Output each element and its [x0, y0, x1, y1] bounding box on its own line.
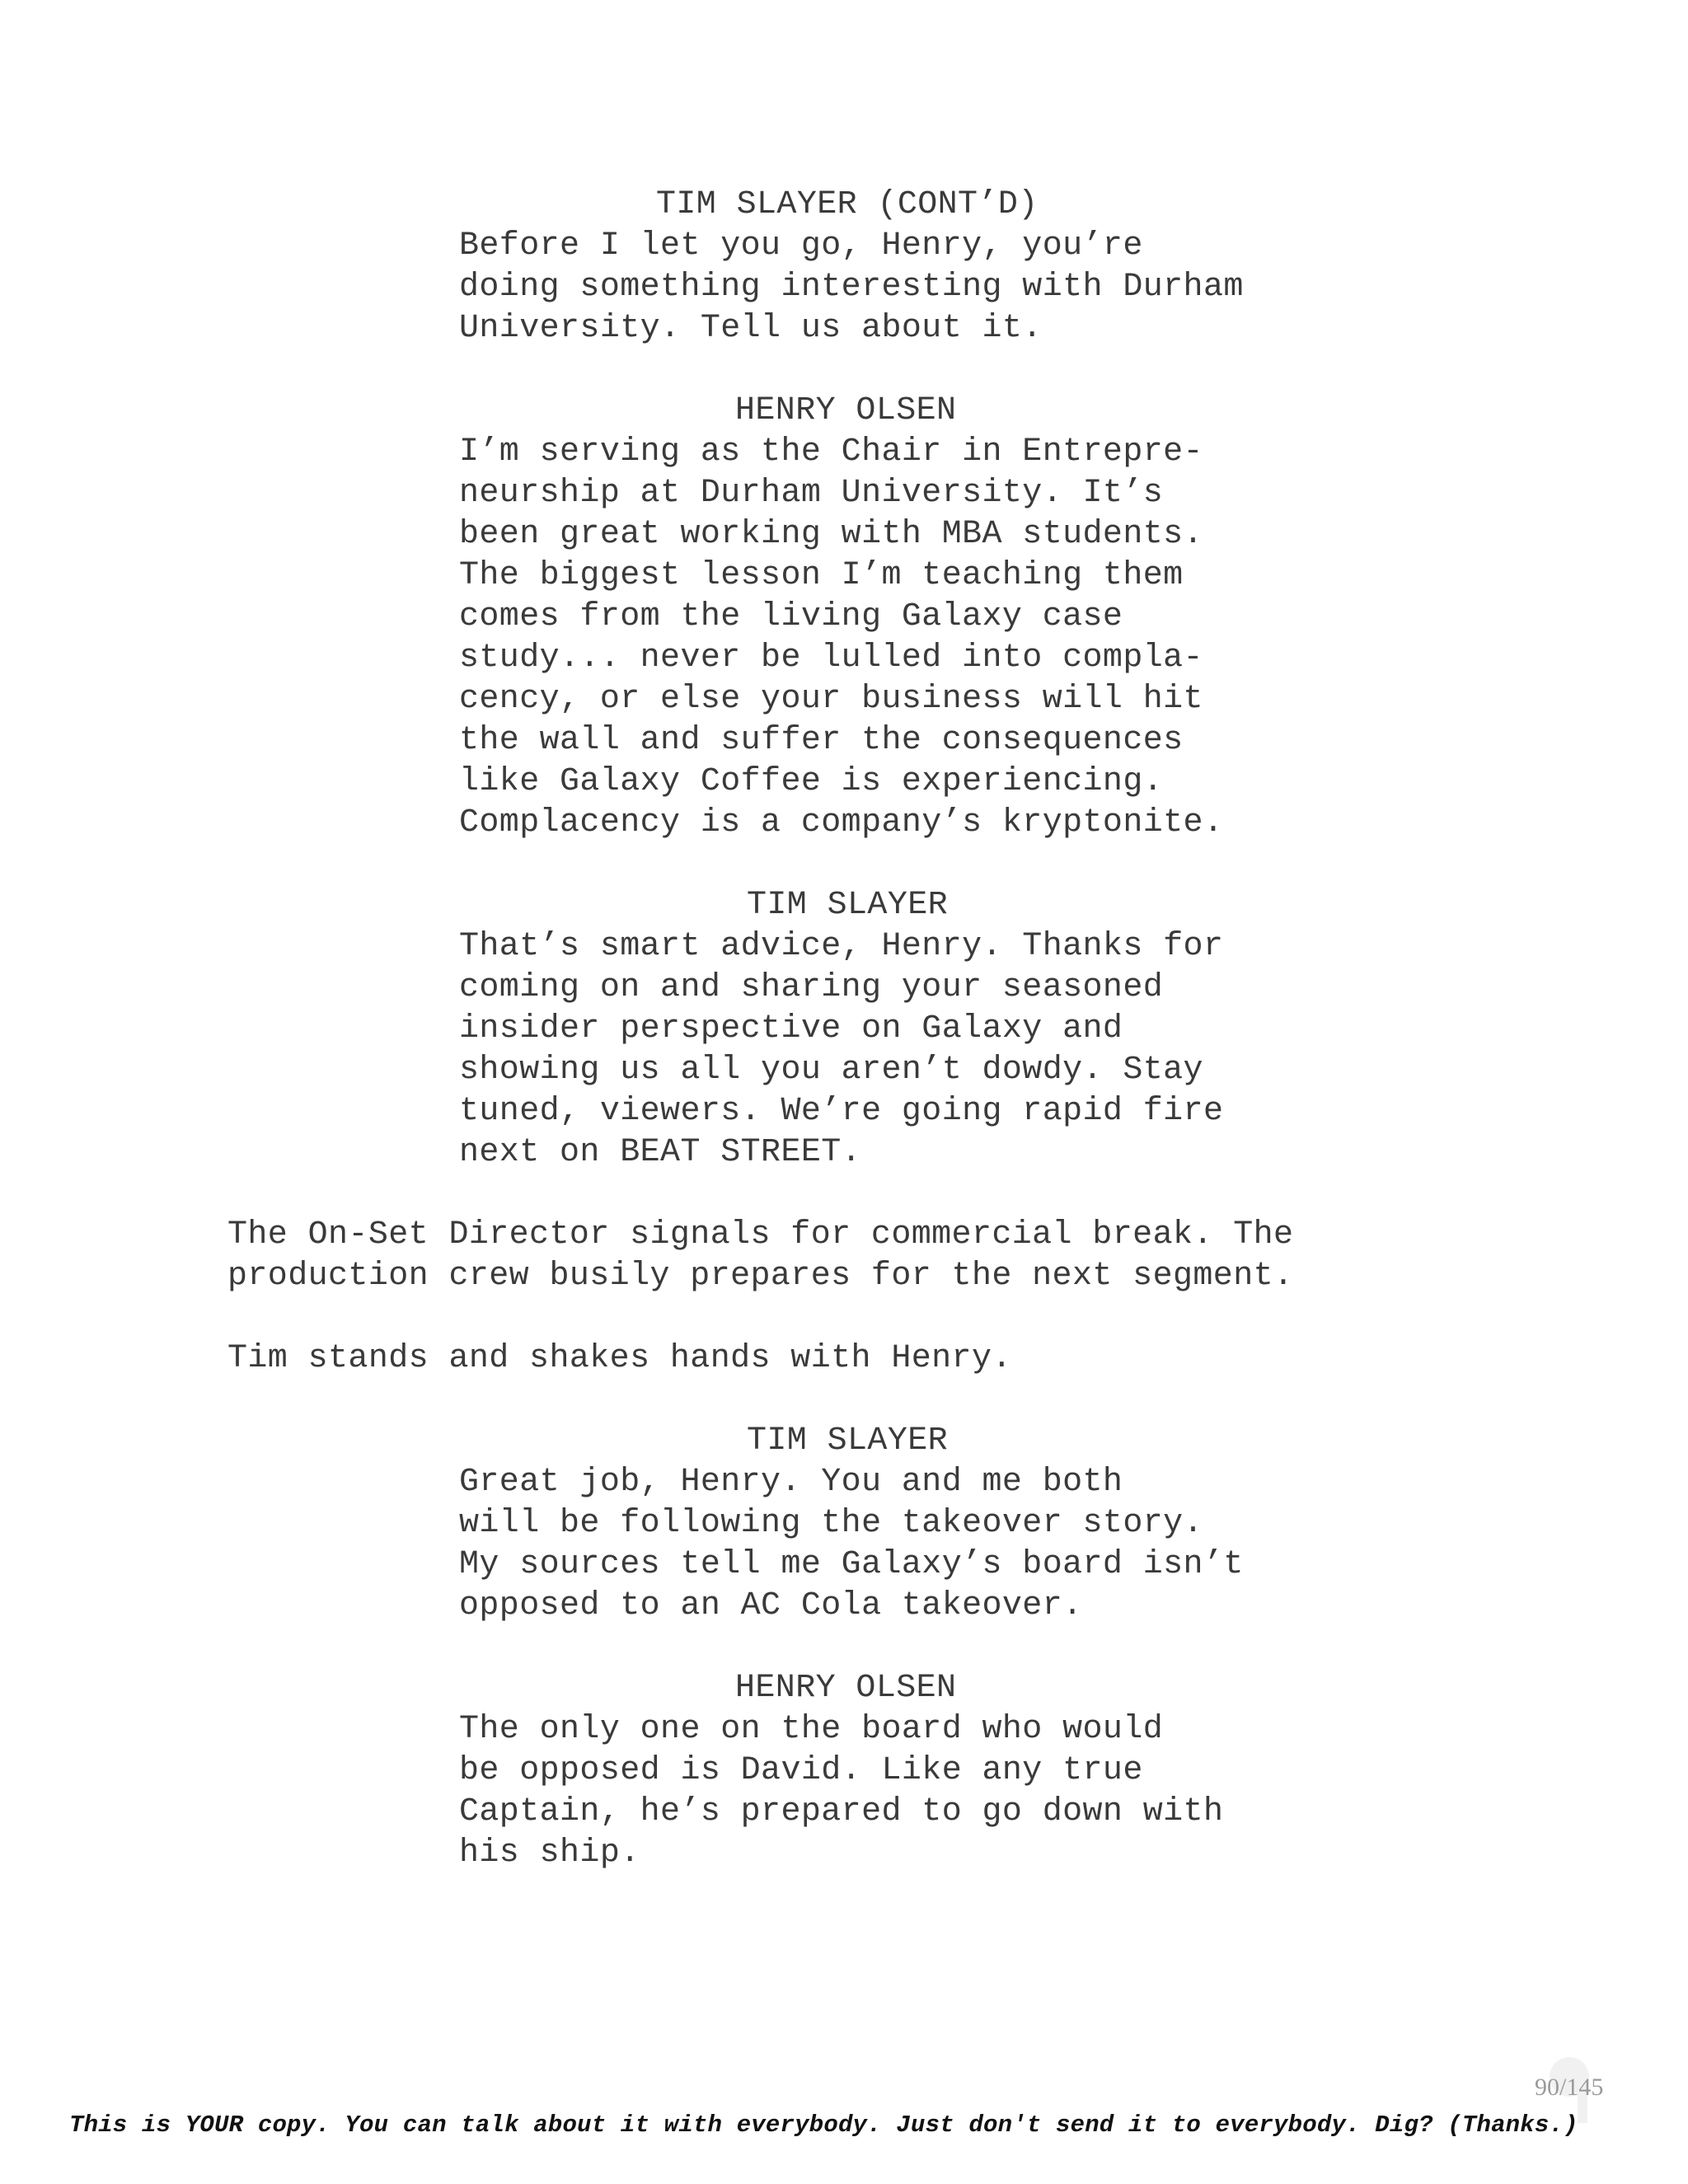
- character-name: TIM SLAYER: [747, 887, 949, 924]
- dialogue-line: will be following the takeover story.: [459, 1505, 1203, 1542]
- dialogue-line: University. Tell us about it.: [459, 310, 1043, 347]
- dialogue-line: coming on and sharing your seasoned: [459, 969, 1164, 1006]
- dialogue-line: Great job, Henry. You and me both: [459, 1464, 1123, 1501]
- dialogue-line: doing something interesting with Durham: [459, 269, 1244, 306]
- character-name: HENRY OLSEN: [735, 392, 957, 429]
- dialogue-line: Complacency is a company’s kryptonite.: [459, 804, 1224, 841]
- action-line: Tim stands and shakes hands with Henry.: [227, 1340, 1012, 1377]
- character-name: TIM SLAYER: [747, 1422, 949, 1460]
- dialogue-line: That’s smart advice, Henry. Thanks for: [459, 928, 1224, 965]
- footer-notice: This is YOUR copy. You can talk about it with everybody. Just don't send it to everybody. Dig? (Thanks.): [69, 2111, 1578, 2139]
- action-line: production crew busily prepares for the next segment.: [227, 1258, 1294, 1295]
- dialogue-line: The only one on the board who would: [459, 1711, 1164, 1748]
- dialogue-line: Captain, he’s prepared to go down with: [459, 1793, 1224, 1830]
- dialogue-line: I’m serving as the Chair in Entrepre-: [459, 434, 1203, 471]
- dialogue-line: the wall and suffer the consequences: [459, 722, 1184, 759]
- dialogue-line: next on BEAT STREET.: [459, 1134, 862, 1171]
- dialogue-line: cency, or else your business will hit: [459, 681, 1203, 718]
- dialogue-line: neurship at Durham University. It’s: [459, 475, 1164, 512]
- dialogue-line: study... never be lulled into compla-: [459, 640, 1203, 677]
- page-number: 90/145: [1535, 2074, 1604, 2101]
- dialogue-line: tuned, viewers. We’re going rapid fire: [459, 1093, 1224, 1130]
- dialogue-line: his ship.: [459, 1835, 640, 1872]
- dialogue-line: The biggest lesson I’m teaching them: [459, 557, 1184, 594]
- dialogue-line: opposed to an AC Cola takeover.: [459, 1587, 1083, 1624]
- dialogue-line: like Galaxy Coffee is experiencing.: [459, 763, 1164, 800]
- dialogue-line: My sources tell me Galaxy’s board isn’t: [459, 1546, 1244, 1583]
- character-name: HENRY OLSEN: [735, 1670, 957, 1707]
- dialogue-line: be opposed is David. Like any true: [459, 1752, 1143, 1789]
- dialogue-line: showing us all you aren’t dowdy. Stay: [459, 1052, 1203, 1089]
- action-line: The On-Set Director signals for commercial break. The: [227, 1216, 1294, 1254]
- dialogue-line: Before I let you go, Henry, you’re: [459, 227, 1143, 265]
- dialogue-line: been great working with MBA students.: [459, 516, 1203, 553]
- character-name: TIM SLAYER (CONT’D): [656, 186, 1039, 223]
- dialogue-line: insider perspective on Galaxy and: [459, 1010, 1123, 1047]
- dialogue-line: comes from the living Galaxy case: [459, 598, 1123, 635]
